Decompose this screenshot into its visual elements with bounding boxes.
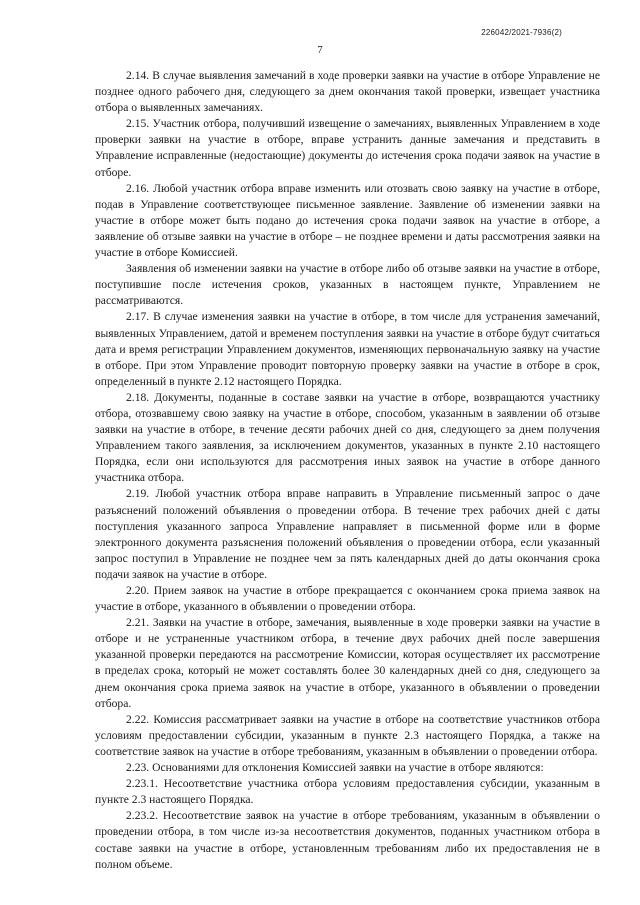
paragraph-2-23-1: 2.23.1. Несоответствие участника отбора условиям предоставления субсидии, указанным в пункте 2.3 настоящего Порядка.	[95, 777, 600, 807]
paragraph-2-16-continued: Заявления об изменении заявки на участие в отборе либо об отзыве заявки на участие в отборе, поступившие после истечения сроков, указанных в настоящем пункте, Управлением не рассматриваются.	[95, 262, 600, 308]
page-number: 7	[317, 44, 323, 56]
document-registration-number: 226042/2021-7936(2)	[481, 28, 562, 37]
paragraph-2-16: 2.16. Любой участник отбора вправе изменить или отозвать свою заявку на участие в отборе, подав в Управление соответствующее письменное заявление. Заявление об изменении заявки на участие в отборе может быть подано до истечения срока подачи заявок на участие в отборе, а заявление об отзыве заявки на участие в отборе – не позднее времени и даты рассмотрения заявки на участие в отборе Комиссией.	[95, 181, 600, 260]
paragraph-2-23-2: 2.23.2. Несоответствие заявок на участие в отборе требованиям, указанным в объявлении о проведении отбора, в том числе из-за несоответствия документов, поданных участником отбора в составе заявки на участие в отборе, установленным требованиям либо их предоставления не в полном объеме.	[95, 809, 600, 871]
document-body	[95, 68, 600, 873]
paragraph-2-23: 2.23. Основаниями для отклонения Комиссией заявки на участие в отборе являются:	[126, 761, 544, 775]
paragraph-2-20: 2.20. Прием заявок на участие в отборе прекращается с окончанием срока приема заявок на участие в отборе, указанного в объявлении о проведении отбора.	[95, 584, 600, 614]
paragraph-2-14: 2.14. В случае выявления замечаний в ходе проверки заявки на участие в отборе Управление не позднее одного рабочего дня, следующего за днем окончания такой проверки, извещает участника отбора о выявленных замечаниях.	[95, 69, 600, 115]
paragraph-2-15: 2.15. Участник отбора, получивший извещение о замечаниях, выявленных Управлением в ходе проверки заявки на участие в отборе, вправе устранить данные замечания и представить в Управление исправленные (недостающие) документы до истечения срока подачи заявок на участие в отборе.	[95, 117, 600, 179]
paragraph-2-22: 2.22. Комиссия рассматривает заявки на участие в отборе на соответствие участников отбора условиям предоставлении субсидии, указанным в пункте 2.3 настоящего Порядка, а также на соответствие заявок на участие в отборе требованиям, указанным в объявлении о проведении отбора.	[95, 712, 600, 758]
paragraph-2-21: 2.21. Заявки на участие в отборе, замечания, выявленные в ходе проверки заявки на участие в отборе и не устраненные участником отбора, в течение двух рабочих дней после завершения указанной проверки передаются на рассмотрение Комиссии, которая осуществляет их рассмотрение в пределах срока, который не может составлять более 30 календарных дней со дня, следующего за днем окончания срока приема заявок на участие в отборе, указанного в объявлении о проведении отбора.	[95, 616, 600, 710]
paragraph-2-19: 2.19. Любой участник отбора вправе направить в Управление письменный запрос о даче разъяснений положений объявления о проведении отбора. В течение трех рабочих дней с даты поступления указанного запроса Управление направляет в письменной форме или в форме электронного документа разъяснения положений объявления о проведении отбора, если указанный запрос поступил в Управление не позднее чем за пять календарных дней до даты окончания срока подачи заявок на участие в отборе.	[95, 487, 600, 581]
paragraph-2-18: 2.18. Документы, поданные в составе заявки на участие в отборе, возвращаются участнику отбора, отозвавшему свою заявку на участие в отборе, способом, указанным в заявлении об отзыве заявки на участие в отборе, в течение десяти рабочих дней со дня, следующего за днем получения Управлением такого заявления, за исключением документов, указанных в пункте 2.10 настоящего Порядка, если они используются для рассмотрения иных заявок на участие в отборе данного участника отбора.	[95, 390, 600, 485]
paragraph-2-17: 2.17. В случае изменения заявки на участие в отборе, в том числе для устранения замечаний, выявленных Управлением, датой и временем поступления заявки на участие в отборе будут считаться дата и время регистрации Управлением документов, изменяющих первоначальную заявку на участие в отборе. При этом Управление проводит повторную проверку заявки на участие в отборе в срок, определенный в пункте 2.12 настоящего Порядка.	[95, 310, 600, 388]
